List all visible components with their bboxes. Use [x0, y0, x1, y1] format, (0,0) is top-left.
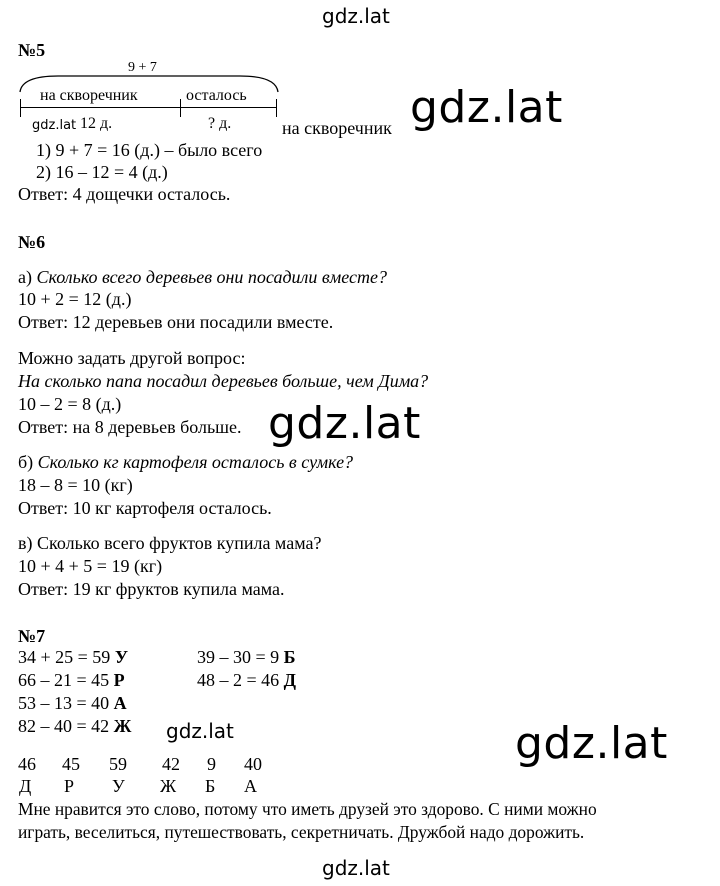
decoded-letter: У	[112, 776, 125, 796]
decoded-letter: Б	[205, 776, 216, 796]
segment-value-remaining: ? д.	[208, 115, 232, 132]
task-6a-question-line	[18, 267, 387, 287]
task-6v-calc: 10 + 4 + 5 = 19 (кг)	[18, 556, 163, 576]
task-6-other-question: На сколько папа посадил деревьев больше, чем Дима?	[18, 371, 429, 391]
conclusion-line-2: играть, веселиться, путешествовать, секретничать. Дружбой надо дорожить.	[18, 822, 585, 842]
segment-value-birdhouse: 12 д.	[80, 115, 113, 132]
task-5-answer: Ответ: 4 дощечки осталось.	[18, 184, 231, 204]
task-5-step-1: 1) 9 + 7 = 16 (д.) – было всего	[36, 140, 263, 160]
equation-expr: 82 – 40 = 42	[18, 716, 114, 736]
watermark-small: gdz.lat	[166, 719, 234, 743]
task-6b-answer: Ответ: 10 кг картофеля осталось.	[18, 498, 272, 518]
segment-tick	[276, 99, 277, 117]
watermark-top: gdz.lat	[322, 4, 390, 28]
question-text: Сколько кг картофеля осталось в сумке?	[37, 452, 354, 472]
task-6b-question-line	[18, 452, 353, 472]
diagram-total-label: 9 + 7	[128, 60, 157, 75]
task-7-heading: №7	[18, 626, 46, 646]
item-prefix: а)	[18, 267, 37, 287]
equation-letter: Б	[283, 647, 296, 667]
task-6a-calc: 10 + 2 = 12 (д.)	[18, 289, 132, 309]
watermark-large: gdz.lat	[410, 82, 563, 133]
equation-row	[18, 693, 127, 713]
decoded-number: 45	[62, 754, 80, 774]
decoded-letter: Ж	[160, 776, 177, 796]
equation-row	[197, 670, 296, 690]
equation-expr: 34 + 25 = 59	[18, 647, 115, 667]
watermark-bottom: gdz.lat	[322, 856, 390, 880]
equation-expr: 48 – 2 = 46	[197, 670, 284, 690]
equation-letter: Ж	[113, 716, 132, 736]
equation-row	[18, 670, 125, 690]
segment-tick	[180, 99, 181, 117]
decoded-letters	[18, 776, 298, 798]
diagram-right-label: на скворечник	[282, 118, 392, 138]
task-6b-calc: 18 – 8 = 10 (кг)	[18, 475, 133, 495]
task-6v-answer: Ответ: 19 кг фруктов купила мама.	[18, 579, 285, 599]
task-6v-question: в) Сколько всего фруктов купила мама?	[18, 533, 322, 553]
equation-letter: Р	[113, 670, 125, 690]
question-text: Сколько всего деревьев они посадили вместе?	[36, 267, 387, 287]
conclusion-line-1: Мне нравится это слово, потому что иметь друзей это здорово. С ними можно	[18, 799, 597, 819]
decoded-letter: Д	[19, 776, 32, 796]
equation-row	[18, 716, 131, 736]
segment-tick	[20, 99, 21, 117]
decoded-number: 42	[162, 754, 180, 774]
decoded-letter: А	[244, 776, 257, 796]
segment-line	[20, 107, 276, 108]
equation-expr: 53 – 13 = 40	[18, 693, 114, 713]
watermark-large: gdz.lat	[515, 718, 668, 769]
equation-letter: У	[114, 647, 129, 667]
equation-letter: А	[113, 693, 127, 713]
segment-label-remaining: осталось	[186, 87, 247, 104]
decoded-number: 40	[244, 754, 262, 774]
equation-row	[197, 647, 296, 667]
decoded-letter: Р	[64, 776, 75, 796]
equation-expr: 66 – 21 = 45	[18, 670, 114, 690]
watermark-large: gdz.lat	[268, 398, 421, 449]
task-5-step-2: 2) 16 – 12 = 4 (д.)	[36, 162, 168, 182]
task-6-other-intro: Можно задать другой вопрос:	[18, 348, 246, 368]
equation-row	[18, 647, 128, 667]
equation-expr: 39 – 30 = 9	[197, 647, 284, 667]
task-6-other-answer: Ответ: на 8 деревьев больше.	[18, 417, 242, 437]
item-prefix: б)	[18, 452, 38, 472]
decoded-number: 46	[18, 754, 36, 774]
decoded-number: 59	[109, 754, 127, 774]
equation-letter: Д	[283, 670, 297, 690]
decoded-number: 9	[207, 754, 216, 774]
task-6-other-calc: 10 – 2 = 8 (д.)	[18, 394, 122, 414]
task-6a-answer: Ответ: 12 деревьев они посадили вместе.	[18, 312, 334, 332]
watermark-inline: gdz.lat	[32, 118, 77, 133]
task-6-heading: №6	[18, 232, 46, 252]
decoded-numbers	[18, 754, 298, 776]
segment-label-birdhouse: на скворечник	[40, 87, 138, 104]
task-5-heading: №5	[18, 40, 46, 60]
